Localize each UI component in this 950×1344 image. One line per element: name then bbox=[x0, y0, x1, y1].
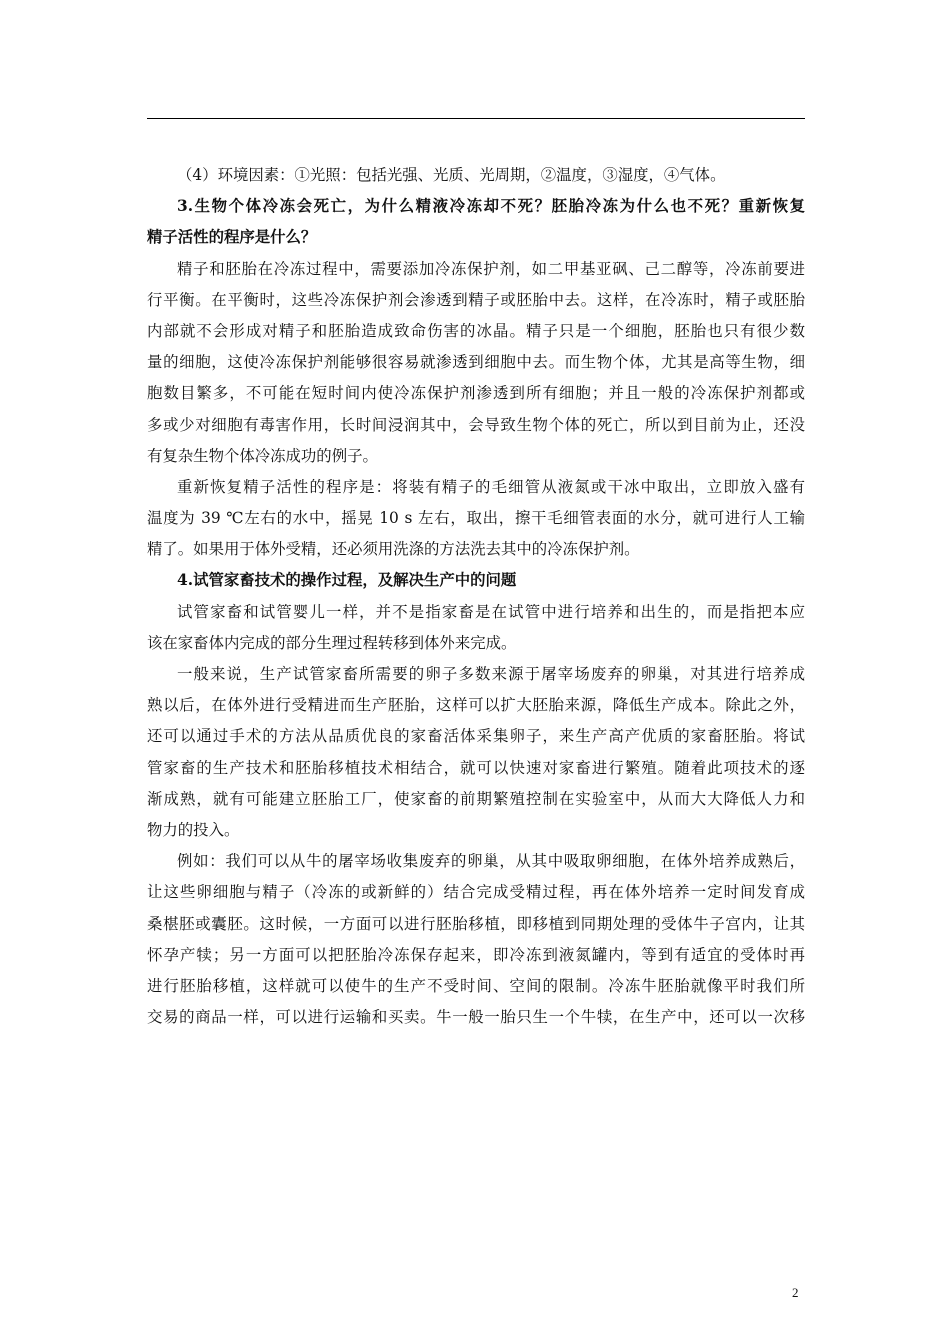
text-line: 进行胚胎移植，这样就可以使牛的生产不受时间、空间的限制。冷冻牛胚胎就像平时我们所 bbox=[147, 976, 805, 995]
text-line: 管家畜的生产技术和胚胎移植技术相结合，就可以快速对家畜进行繁殖。随着此项技术的逐 bbox=[147, 758, 805, 777]
question-heading: 4.试管家畜技术的操作过程，及解决生产中的问题 bbox=[177, 571, 517, 590]
text-line: 行平衡。在平衡时，这些冷冻保护剂会渗透到精子或胚胎中去。这样，在冷冻时，精子或胚胎 bbox=[147, 290, 805, 309]
text-line: 胞数目繁多，不可能在短时间内使冷冻保护剂渗透到所有细胞；并且一般的冷冻保护剂都或 bbox=[147, 384, 805, 403]
text-line: 精子和胚胎在冷冻过程中，需要添加冷冻保护剂，如二甲基亚砜、己二醇等，冷冻前要进 bbox=[177, 259, 805, 278]
header-rule bbox=[147, 118, 805, 119]
text-line: 试管家畜和试管婴儿一样，并不是指家畜是在试管中进行培养和出生的，而是指把本应 bbox=[177, 602, 805, 621]
page-number: 2 bbox=[792, 1285, 799, 1300]
text-line: 交易的商品一样，可以进行运输和买卖。牛一般一胎只生一个牛犊，在生产中，还可以一次移 bbox=[147, 1008, 805, 1027]
text-line: 还可以通过手术的方法从品质优良的家畜活体采集卵子，来生产高产优质的家畜胚胎。将试 bbox=[147, 727, 805, 746]
text-line: 一般来说，生产试管家畜所需要的卵子多数来源于屠宰场废弃的卵巢，对其进行培养成 bbox=[177, 665, 805, 683]
page-content bbox=[147, 160, 805, 1033]
text-line: 例如：我们可以从牛的屠宰场收集废弃的卵巢，从其中吸取卵细胞，在体外培养成熟后， bbox=[177, 852, 805, 871]
text-line: （4）环境因素：①光照：包括光强、光质、光周期，②温度，③湿度，④气体。 bbox=[177, 166, 726, 184]
question-heading: 精子活性的程序是什么？ bbox=[147, 228, 317, 247]
text-line: 让这些卵细胞与精子（冷冻的或新鲜的）结合完成受精过程，再在体外培养一定时间发育成 bbox=[147, 883, 805, 902]
text-line: 桑椹胚或囊胚。这时候，一方面可以进行胚胎移植，即移植到同期处理的受体牛子宫内，让其 bbox=[147, 914, 805, 933]
text-line: 温度为 39 ℃左右的水中，摇晃 10 s 左右，取出，擦干毛细管表面的水分，就可进行人工输 bbox=[147, 509, 805, 528]
text-line: 有复杂生物个体冷冻成功的例子。 bbox=[147, 446, 378, 465]
text-line: 量的细胞，这使冷冻保护剂能够很容易就渗透到细胞中去。而生物个体，尤其是高等生物，细 bbox=[147, 353, 805, 372]
question-heading: 3.生物个体冷冻会死亡，为什么精液冷冻却不死？胚胎冷冻为什么也不死？重新恢复 bbox=[177, 197, 805, 216]
text-line: 熟以后，在体外进行受精进而生产胚胎，这样可以扩大胚胎来源，降低生产成本。除此之外， bbox=[147, 696, 805, 715]
text-line: 渐成熟，就有可能建立胚胎工厂，使家畜的前期繁殖控制在实验室中，从而大大降低人力和 bbox=[147, 789, 805, 808]
text-line: 重新恢复精子活性的程序是：将装有精子的毛细管从液氮或干冰中取出，立即放入盛有 bbox=[177, 477, 805, 496]
text-line: 精了。如果用于体外受精，还必须用洗涤的方法洗去其中的冷冻保护剂。 bbox=[147, 540, 640, 559]
text-line: 物力的投入。 bbox=[147, 820, 240, 839]
text-line: 多或少对细胞有毒害作用，长时间浸润其中，会导致生物个体的死亡，所以到目前为止，还没 bbox=[147, 415, 805, 434]
text-line: 该在家畜体内完成的部分生理过程转移到体外来完成。 bbox=[147, 633, 517, 652]
text-line: 内部就不会形成对精子和胚胎造成致命伤害的冰晶。精子只是一个细胞，胚胎也只有很少数 bbox=[147, 321, 805, 340]
text-line: 怀孕产犊；另一方面可以把胚胎冷冻保存起来，即冷冻到液氮罐内，等到有适宜的受体时再 bbox=[147, 945, 805, 964]
